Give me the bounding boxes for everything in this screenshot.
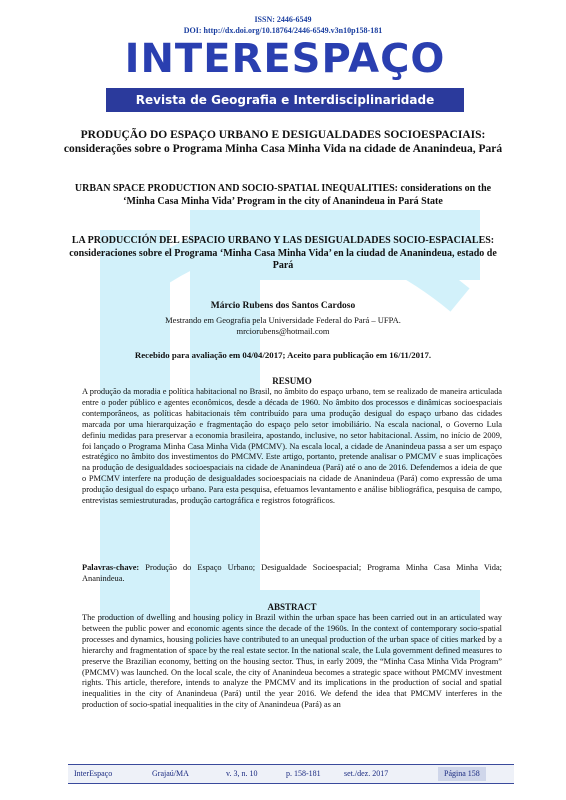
title-portuguese: PRODUÇÃO DO ESPAÇO URBANO E DESIGUALDADES SOCIOESPACIAIS: considerações sobre o Programa Minha Casa Minha Vida na cidade de Ananindeua, Pará [63,129,503,155]
author-affiliation: Mestrando em Geografia pela Universidade Federal do Pará – UFPA. [165,315,401,325]
received-accepted-dates: Recebido para avaliação em 04/04/2017; Aceito para publicação em 16/11/2017. [134,350,432,360]
author-email[interactable]: mrciorubens@hotmail.com [236,326,330,336]
abstract-heading: ABSTRACT [267,602,317,612]
keywords-text: Produção do Espaço Urbano; Desigualdade Socioespacial; Programa Minha Casa Minha Vida; Ananindeua. [82,563,503,583]
author-name: Márcio Rubens dos Santos Cardoso [210,301,356,311]
logo-text: INTERESPAÇO [124,36,446,82]
resumo-heading: RESUMO [272,376,312,386]
resumo-text: A produção da moradia e política habitacional no Brasil, no âmbito do espaço urbano, tem se realizado de maneira articulada entre o poder público e agentes econômicos, desde a década de 1960. No âmbito dos processos e dinâmicas socioespaciais contemporâneos, as políticas habitacionais têm contribuído para uma produção desigual do espaço urbano das cidades marcada por uma hierarquização e fragmentação do espaço pelo setor imobiliário. Na escala nacional, o Governo Lula definiu medidas para preservar a economia brasileira, apostando, inclusive, no setor habitacional. Assim, no início de 2009, foi lançado o Programa Minha Casa Minha Vida (PMCMV). Na escala local, a cidade de Ananindeua passa a ser um espaço estratégico no âmbito dos investimentos do PMCMV. Este artigo, portanto, pretende analisar o PMCMV e suas implicações na produção de desigualdades socioespaciais na cidade de Ananindeua (Pará) até o ano de 2016. Defendemos a ideia de que o PMCMV interfere na produção de desigualdades socioespaciais na cidade de Ananindeua (Pará) como expressão de uma produção desigual do espaço urbano. Para esta pesquisa, efetuamos levantamento e análise bibliográfica, pesquisa de campo, entrevistas semiestruturadas, produção cartográfica e registros fotográficos. [82,387,502,506]
keywords-label: Palavras-chave: [82,563,140,572]
abstract-text: The production of dwelling and housing policy in Brazil within the urban space has been carried out in an articulated way between the public power and economic agents since the decade of the 1960s. In the context of contemporary socio-spatial processes and dynamics, housing policies have contributed to an unequal production of the urban space of cities marked by a hierarchy and fragmentation of space by the real estate sector. In the national scale, the Lula government defined measures to preserve the Brazilian economy, betting on the housing sector. Thus, in early 2009, the “Minha Casa Minha Vida Program” (PMCMV) was launched. On the local scale, the city of Ananindeua becomes a strategic space without PMCMV investment rights. This article, therefore, intends to analyze the PMCMV and its implications in the production of social and spatial inequalities in the city of Ananindeua (Pará) until the year 2016. We defend the idea that PMCMV interferes in the production of socio-spatial inequalities in the city of Ananindeua (Pará) as an [82,613,502,710]
issn-doi-header [0,14,566,36]
issn-text: ISSN: 2446-6549 [254,15,312,24]
title-english: URBAN SPACE PRODUCTION AND SOCIO-SPATIAL INEQUALITIES: considerations on the ‘Minha Casa Minha Vida’ Program in the city of Ananindeua in Pará State [74,183,492,207]
journal-subtitle: Revista de Geografia e Interdisciplinaridade [135,93,435,107]
footer-volume: v. 3, n. 10 [226,769,258,778]
journal-logo [120,36,450,96]
title-spanish: LA PRODUCCIÓN DEL ESPACIO URBANO Y LAS DESIGUALDADES SOCIO-ESPACIALES: consideraciones sobre el Programa ‘Minha Casa Minha Vida’ en la ciudad de Ananindeua, estado de Pará [69,235,497,271]
keywords [82,563,502,585]
footer-place: Grajaú/MA [152,769,189,778]
doi-link[interactable]: DOI: http://dx.doi.org/10.18764/2446-6549.v3n10p158-181 [183,26,383,35]
journal-subtitle-band [106,88,464,112]
footer-journal: InterEspaço [74,769,113,778]
page-footer [68,764,514,784]
author-affiliation-block [60,315,506,337]
footer-page-number: Página 158 [438,767,486,781]
footer-pages: p. 158-181 [286,769,321,778]
footer-date: set./dez. 2017 [344,769,389,778]
